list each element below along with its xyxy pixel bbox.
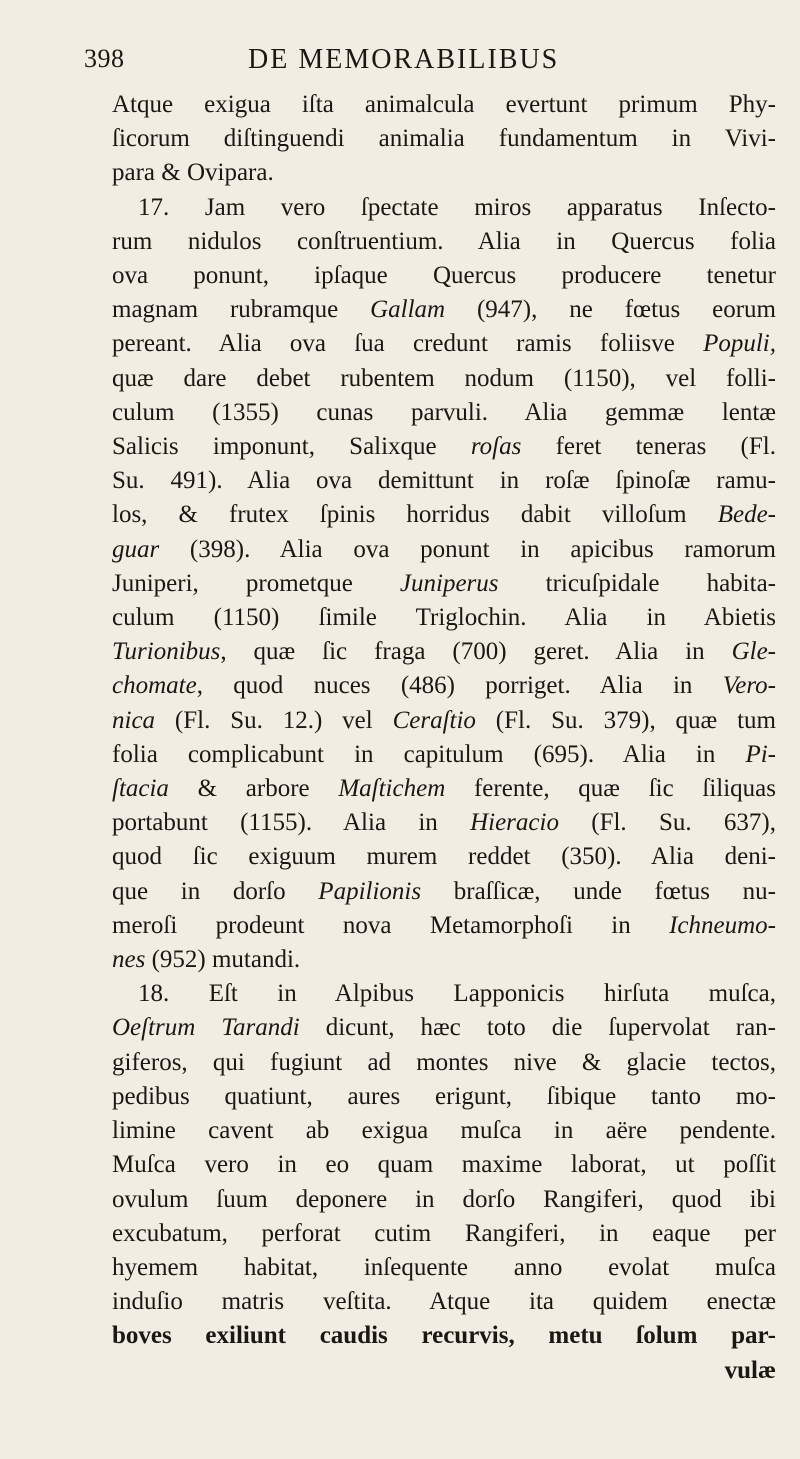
italic-text: Ceraſtio [392, 706, 476, 734]
text-line [112, 806, 776, 840]
text-line [112, 1251, 776, 1285]
text-line [112, 1183, 776, 1217]
text-line [112, 738, 776, 772]
text-segment: los, & frutex ſpinis horridus dabit villoſum [112, 501, 718, 529]
text-segment: (Fl. Su. 637), [558, 809, 776, 837]
italic-text: Juniperus [399, 569, 499, 597]
text-line [112, 1217, 776, 1251]
page-number: 398 [84, 44, 125, 73]
text-segment: dicunt, hæc toto die ſupervolat ran- [299, 1014, 777, 1042]
italic-text: Ichneumo- [669, 911, 776, 939]
text-segment: braſſicæ, unde fœtus nu- [421, 877, 776, 905]
text-line [112, 225, 776, 259]
italic-text: nica [112, 706, 156, 734]
text-line [112, 1148, 776, 1182]
italic-text: roſas [470, 433, 522, 461]
text-line [112, 875, 776, 909]
text-line [112, 704, 776, 738]
text-segment: quæ dare debet rubentem nodum (1150), vel folli- [112, 364, 776, 392]
text-segment: culum (1150) ſimile Triglochin. Alia in Abietis [112, 604, 776, 632]
text-segment: Salicis imponunt, Salixque [112, 433, 471, 461]
text-segment: que in dorſo [112, 877, 319, 905]
text-segment: (Fl. Su. 12.) vel [155, 706, 393, 734]
text-segment: pedibus quatiunt, aures erigunt, ſibique tanto mo- [112, 1082, 776, 1110]
text-segment: Juniperi, prometque [112, 569, 400, 597]
text-segment: portabunt (1155). Alia in [112, 809, 471, 837]
text-line [112, 498, 776, 532]
text-line [112, 396, 776, 430]
text-line [112, 943, 776, 977]
text-line [112, 772, 776, 806]
text-segment: vulæ [724, 1356, 776, 1384]
text-line [112, 977, 776, 1011]
text-segment: 18. Eſt in Alpibus Lapponicis hirſuta muſca, [138, 980, 776, 1008]
text-line [112, 635, 776, 669]
text-segment: folia complicabunt in capitulum (695). Alia in [112, 740, 746, 768]
italic-text: Papilionis [318, 877, 422, 905]
italic-text: Maſtichem [338, 775, 446, 803]
text-segment: Muſca vero in eo quam maxime laborat, ut poſſit [112, 1151, 776, 1179]
text-segment: rum nidulos conſtruentium. Alia in Quercus folia [112, 227, 776, 255]
text-segment: Atque exigua iſta animalcula evertunt primum Phy- [112, 91, 776, 118]
italic-text: Gle- [731, 638, 776, 666]
text-segment: ferente, quæ ſic ſiliquas [445, 775, 776, 803]
text-segment: , quod nuces (486) porriget. Alia in [196, 672, 723, 700]
text-line [112, 156, 776, 190]
text-segment: giferos, qui fugiunt ad montes nive & glacie tectos, [112, 1048, 776, 1076]
text-segment: (Fl. Su. 379), quæ tum [475, 706, 776, 734]
text-segment: pereant. Alia ova ſua credunt ramis foliisve [112, 330, 704, 358]
text-segment: induſio matris veſtita. Atque ita quidem enectæ [112, 1288, 776, 1316]
text-segment: magnam rubramque [112, 296, 371, 324]
body-text [112, 88, 776, 1388]
text-line [112, 191, 776, 225]
text-line [112, 430, 776, 464]
italic-text: Populi, [703, 330, 776, 358]
text-line [112, 1046, 776, 1080]
text-segment: quod ſic exiguum murem reddet (350). Alia deni- [112, 843, 776, 871]
text-segment: limine cavent ab exigua muſca in aëre pendente. [112, 1117, 776, 1145]
text-line [112, 533, 776, 567]
text-segment: feret teneras (Fl. [521, 433, 776, 461]
text-segment: 17. Jam vero ſpectate miros apparatus Inſecto- [138, 193, 776, 221]
text-line [112, 567, 776, 601]
text-segment: para & Ovipara. [112, 159, 274, 187]
text-segment: tricuſpidale habita- [498, 569, 776, 597]
text-line [112, 1285, 776, 1319]
text-segment: (398). Alia ova ponunt in apicibus ramorum [159, 535, 776, 563]
text-line [112, 601, 776, 635]
text-segment: (947), ne fœtus eorum [445, 296, 776, 324]
text-segment: (952) mutandi. [145, 946, 301, 974]
italic-text: Oeſtrum Tarandi [112, 1014, 300, 1042]
text-line [112, 327, 776, 361]
italic-text: Vero- [722, 672, 776, 700]
text-segment: & arbore [168, 775, 339, 803]
italic-text: nes [112, 946, 146, 974]
italic-text: Gallam [370, 296, 446, 324]
text-segment: ovulum ſuum deponere in dorſo Rangiferi, quod ibi [112, 1185, 776, 1213]
text-line [112, 362, 776, 396]
text-line [112, 840, 776, 874]
text-segment: hyemem habitat, inſequente anno evolat muſca [112, 1253, 776, 1281]
text-line [112, 1354, 776, 1388]
text-segment: excubatum, perforat cutim Rangiferi, in eaque per [112, 1219, 776, 1247]
text-line [112, 1114, 776, 1148]
italic-text: Hieracio [470, 809, 559, 837]
text-line [112, 259, 776, 293]
text-line [112, 464, 776, 498]
text-segment: boves exiliunt caudis recurvis, metu ſolum par- [112, 1322, 776, 1350]
text-line [112, 293, 776, 327]
text-line [112, 909, 776, 943]
page-header [84, 44, 704, 84]
italic-text: chomate [112, 672, 197, 700]
italic-text: ſtacia [112, 775, 169, 803]
italic-text: guar [112, 535, 160, 563]
text-line [112, 1080, 776, 1114]
text-segment: ova ponunt, ipſaque Quercus producere tenetur [112, 262, 776, 290]
italic-text: Turionibus [112, 638, 221, 666]
text-segment: ſicorum diſtinguendi animalia fundamentum in Vivi- [112, 125, 776, 153]
text-segment: Su. 491). Alia ova demittunt in roſæ ſpinoſæ ramu- [112, 467, 776, 495]
italic-text: Pi- [745, 740, 776, 768]
text-segment: meroſi prodeunt nova Metamorphoſi in [112, 911, 670, 939]
text-line [112, 1011, 776, 1045]
text-line [112, 669, 776, 703]
text-segment: culum (1355) cunas parvuli. Alia gemmæ lentæ [112, 398, 776, 426]
text-segment: , quæ ſic fraga (700) geret. Alia in [220, 638, 732, 666]
text-line [112, 1319, 776, 1353]
running-title: DE MEMORABILIBUS [248, 44, 560, 75]
text-line [112, 122, 776, 156]
text-line [112, 88, 776, 122]
italic-text: Bede- [717, 501, 776, 529]
